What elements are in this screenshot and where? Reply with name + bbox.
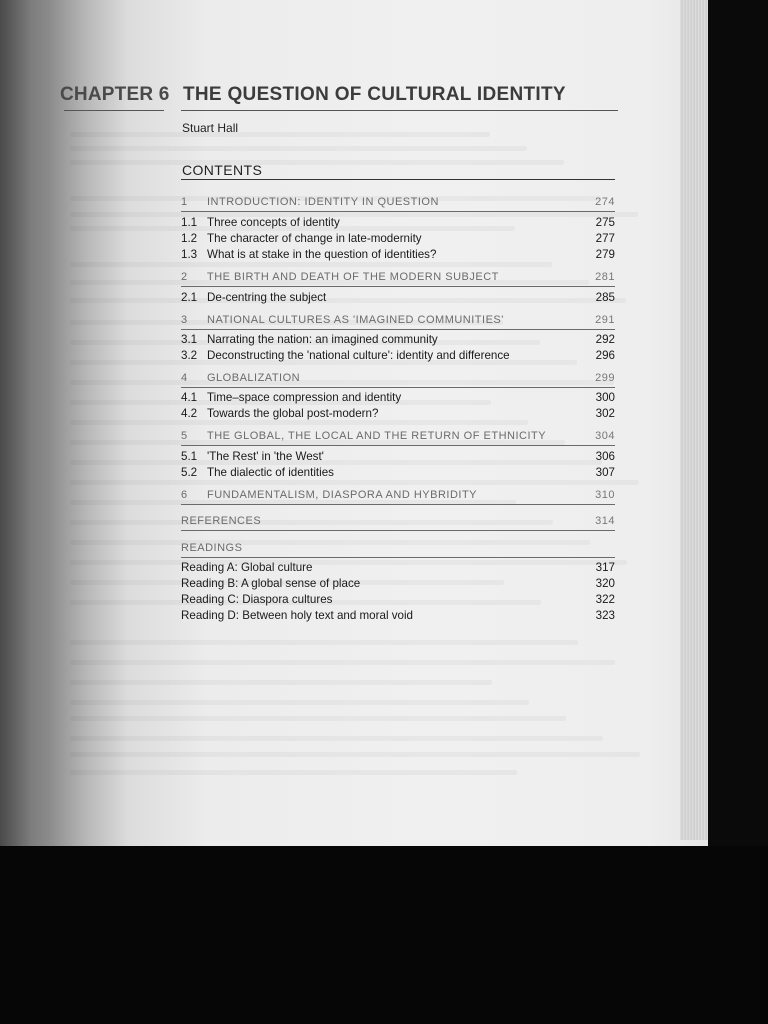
toc-number: 4: [181, 372, 188, 384]
section-rule: [181, 286, 615, 287]
toc-title: Narrating the nation: an imagined community: [207, 333, 438, 346]
section-rule: [181, 387, 615, 388]
readings-rule: [181, 557, 615, 558]
toc-title: THE GLOBAL, THE LOCAL AND THE RETURN OF ETHNICITY: [207, 430, 547, 442]
toc-number: 2.1: [181, 291, 198, 304]
toc-number: 5.2: [181, 466, 198, 479]
section-rule: [181, 211, 615, 212]
contents-heading: CONTENTS: [182, 162, 263, 178]
toc-reading[interactable]: [181, 592, 615, 608]
toc-title: Three concepts of identity: [207, 216, 340, 229]
toc-title: Reading C: Diaspora cultures: [181, 593, 333, 606]
toc-number: 2: [181, 271, 188, 283]
toc-subsection[interactable]: [181, 465, 615, 481]
toc-readings-heading: [181, 540, 615, 556]
section-rule: [181, 445, 615, 446]
toc-title: READINGS: [181, 542, 243, 554]
toc-subsection[interactable]: [181, 290, 615, 306]
toc-number: 1.3: [181, 248, 198, 261]
toc-page-number: 306: [595, 450, 615, 463]
toc-page-number: 277: [595, 232, 615, 245]
toc-subsection[interactable]: [181, 332, 615, 348]
toc-page-number: 317: [595, 561, 615, 574]
toc-title: Towards the global post-modern?: [207, 407, 379, 420]
toc-number: 6: [181, 489, 188, 501]
toc-page-number: 300: [595, 391, 615, 404]
toc-reading[interactable]: [181, 576, 615, 592]
toc-page-number: 323: [595, 609, 615, 622]
toc-number: 5.1: [181, 450, 198, 463]
toc-subsection[interactable]: [181, 406, 615, 422]
toc-page-number: 285: [595, 291, 615, 304]
toc-page-number: 292: [595, 333, 615, 346]
toc-title: THE BIRTH AND DEATH OF THE MODERN SUBJECT: [207, 271, 499, 283]
toc-number: 3.2: [181, 349, 198, 362]
toc-page-number: 275: [595, 216, 615, 229]
toc-reading[interactable]: [181, 560, 615, 576]
toc-number: 1.2: [181, 232, 198, 245]
toc-title: Reading A: Global culture: [181, 561, 313, 574]
toc-references[interactable]: [181, 513, 615, 529]
toc-page-number: 314: [595, 515, 615, 527]
toc-page-number: 279: [595, 248, 615, 261]
chapter-title: THE QUESTION OF CULTURAL IDENTITY: [183, 84, 566, 105]
toc-page-number: 320: [595, 577, 615, 590]
toc-title: INTRODUCTION: IDENTITY IN QUESTION: [207, 196, 439, 208]
toc-title: Time–space compression and identity: [207, 391, 402, 404]
toc-number: 5: [181, 430, 188, 442]
toc-subsection[interactable]: [181, 449, 615, 465]
toc-number: 3: [181, 314, 188, 326]
toc-subsection[interactable]: [181, 390, 615, 406]
toc-title: De-centring the subject: [207, 291, 327, 304]
toc-number: 1.1: [181, 216, 198, 229]
author-name: Stuart Hall: [182, 121, 239, 135]
section-rule: [181, 504, 615, 505]
toc-number: 3.1: [181, 333, 198, 346]
toc-title: Reading D: Between holy text and moral void: [181, 609, 414, 622]
toc-page-number: 304: [595, 430, 615, 442]
toc-title: Reading B: A global sense of place: [181, 577, 361, 590]
toc-title: GLOBALIZATION: [207, 372, 301, 384]
toc-title: FUNDAMENTALISM, DIASPORA AND HYBRIDITY: [207, 489, 478, 501]
contents-rule: [181, 179, 615, 180]
toc-number: 1: [181, 196, 188, 208]
toc-section[interactable]: [181, 312, 615, 328]
toc-subsection[interactable]: [181, 231, 615, 247]
toc-section[interactable]: [181, 487, 615, 503]
toc-page-number: 322: [595, 593, 615, 606]
toc-title: 'The Rest' in 'the West': [207, 450, 324, 463]
references-rule: [181, 530, 615, 531]
toc-page-number: 310: [595, 489, 615, 501]
toc-title: REFERENCES: [181, 515, 262, 527]
chapter-rule-left: [64, 110, 164, 111]
toc-section[interactable]: [181, 269, 615, 285]
toc-subsection[interactable]: [181, 348, 615, 364]
toc-page-number: 296: [595, 349, 615, 362]
toc-number: 4.1: [181, 391, 198, 404]
toc-title: The character of change in late-modernity: [207, 232, 422, 245]
chapter-heading: [60, 84, 620, 112]
toc-page-number: 307: [595, 466, 615, 479]
toc-page-number: 291: [595, 314, 615, 326]
toc-section[interactable]: [181, 370, 615, 386]
toc-title: Deconstructing the 'national culture': identity and difference: [207, 349, 510, 362]
toc-section[interactable]: [181, 428, 615, 444]
toc-section[interactable]: [181, 194, 615, 210]
toc-page-number: 299: [595, 372, 615, 384]
toc-page-number: 274: [595, 196, 615, 208]
section-rule: [181, 329, 615, 330]
toc-title: NATIONAL CULTURES AS 'IMAGINED COMMUNITIES': [207, 314, 504, 326]
toc-subsection[interactable]: [181, 215, 615, 231]
toc-reading[interactable]: [181, 608, 615, 624]
toc-subsection[interactable]: [181, 247, 615, 263]
toc-title: The dialectic of identities: [207, 466, 334, 479]
toc-number: 4.2: [181, 407, 198, 420]
toc-title: What is at stake in the question of identities?: [207, 248, 437, 261]
chapter-rule-right: [181, 110, 618, 111]
toc-page-number: 302: [595, 407, 615, 420]
chapter-number: CHAPTER 6: [60, 84, 170, 105]
toc-page-number: 281: [595, 271, 615, 283]
